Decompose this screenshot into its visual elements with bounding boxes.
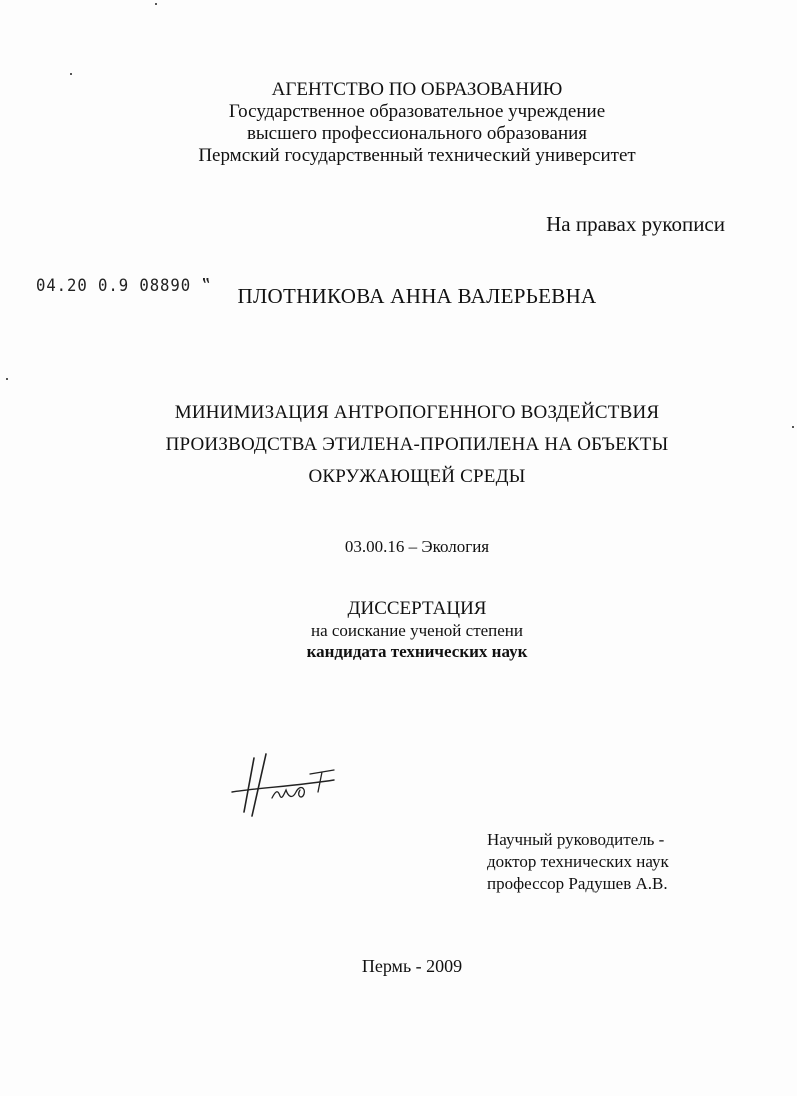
city-year: Пермь - 2009 xyxy=(361,956,463,976)
agency-name: АГЕНТСТВО ПО ОБРАЗОВАНИЮ xyxy=(271,79,563,100)
registration-stamp-number: 04.20 0.9 08890 xyxy=(36,276,192,296)
advisor-role: Научный руководитель - xyxy=(487,830,665,849)
title-line-2: ПРОИЗВОДСТВА ЭТИЛЕНА-ПРОПИЛЕНА НА ОБЪЕКТЫ xyxy=(165,434,669,455)
stamp-quote-mark: ‟ xyxy=(201,276,212,296)
advisor-name: профессор Радушев А.В. xyxy=(487,874,668,893)
manuscript-note: На правах рукописи xyxy=(546,212,725,236)
degree-name: кандидата технических наук xyxy=(306,642,528,661)
scan-speck xyxy=(70,73,72,75)
title-line-1: МИНИМИЗАЦИЯ АНТРОПОГЕННОГО ВОЗДЕЙСТВИЯ xyxy=(174,402,660,423)
document-type: ДИССЕРТАЦИЯ xyxy=(347,598,487,619)
handwritten-signature xyxy=(226,750,346,820)
title-line-3: ОКРУЖАЮЩЕЙ СРЕДЫ xyxy=(308,466,526,487)
author-name: ПЛОТНИКОВА АННА ВАЛЕРЬЕВНА xyxy=(237,284,597,308)
university-name: Пермский государственный технический университет xyxy=(198,145,636,166)
institution-line-1: Государственное образовательное учреждение xyxy=(228,101,606,122)
scan-speck xyxy=(155,3,157,5)
scan-speck xyxy=(6,378,8,380)
institution-line-2: высшего профессионального образования xyxy=(246,123,588,144)
scan-speck xyxy=(792,426,794,428)
degree-purpose: на соискание ученой степени xyxy=(310,621,524,640)
advisor-degree: доктор технических наук xyxy=(487,852,669,871)
specialty-code: 03.00.16 – Экология xyxy=(344,537,490,556)
